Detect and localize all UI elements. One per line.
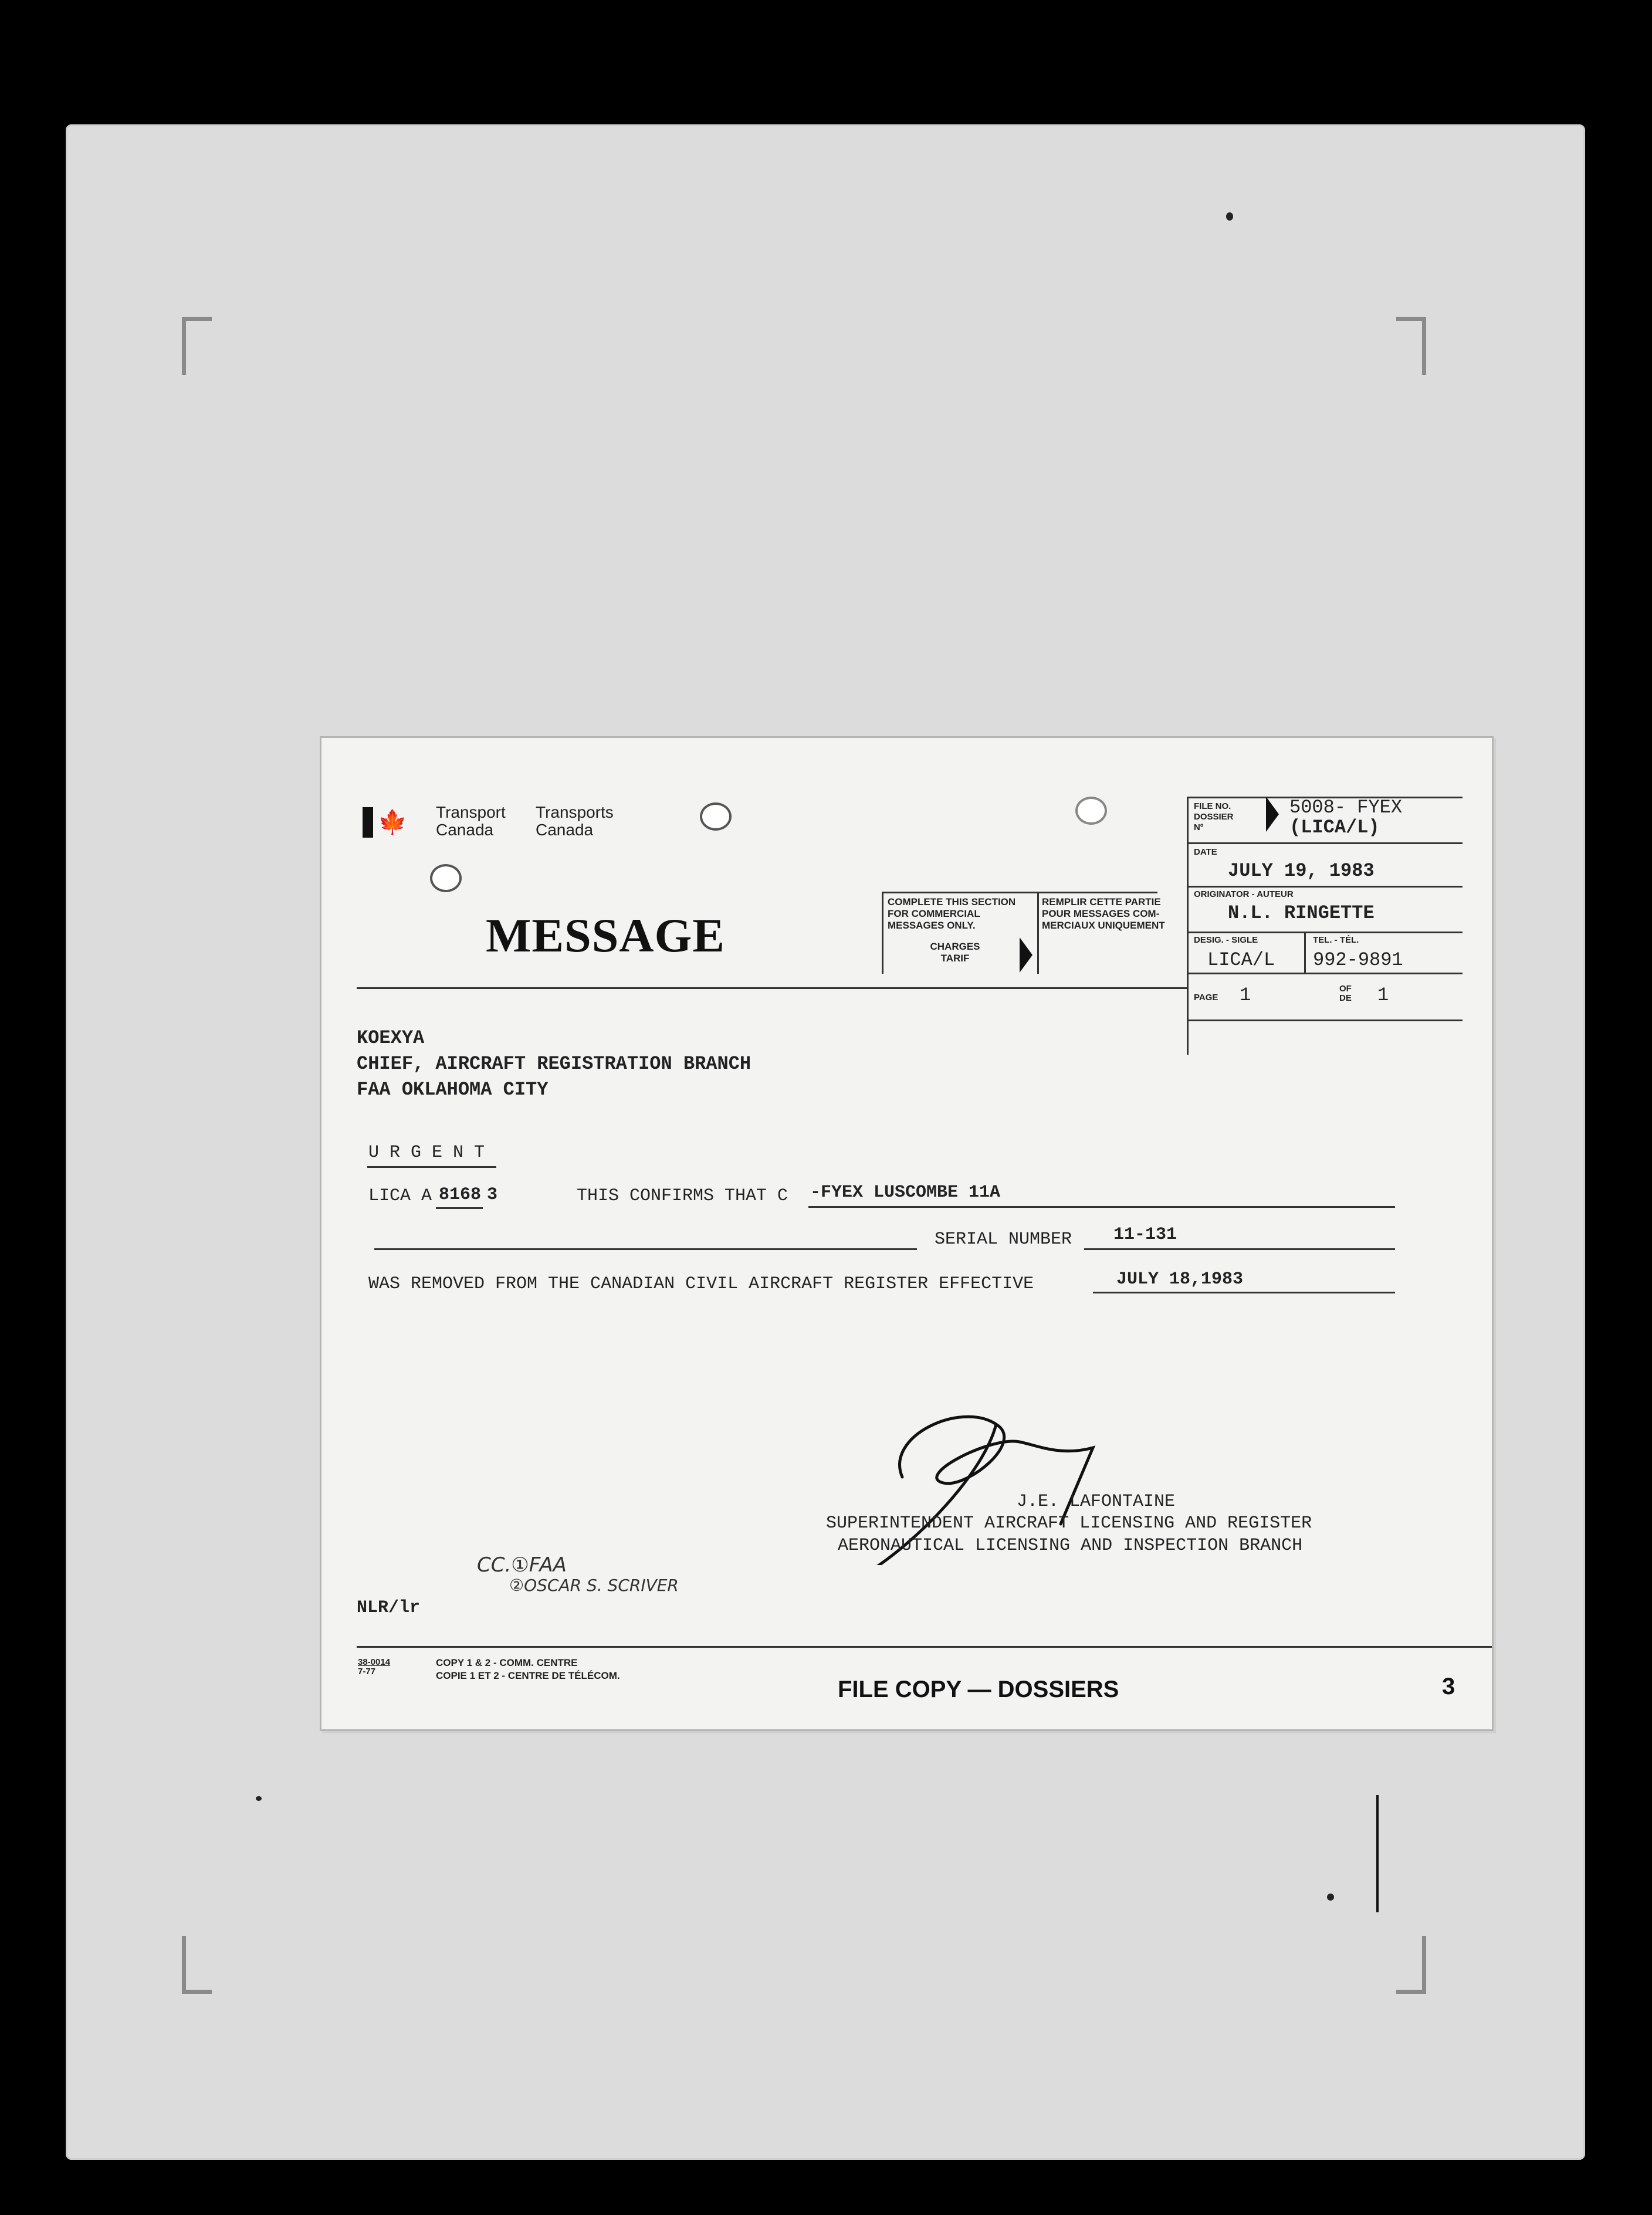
address-block: KOEXYA CHIEF, AIRCRAFT REGISTRATION BRANCH FAA OKLAHOMA CITY [357,1027,751,1100]
tel-value: 992-9891 [1313,949,1403,971]
priority-underline [367,1166,496,1168]
date-value: JULY 19, 1983 [1228,860,1375,882]
blank-underline [374,1248,917,1250]
registration-corner-mark [182,317,212,375]
originator-value: N.L. RINGETTE [1228,902,1375,924]
confirms-text: THIS CONFIRMS THAT C [577,1186,788,1206]
removed-text: WAS REMOVED FROM THE CANADIAN CIVIL AIRCRAFT REGISTER EFFECTIVE [368,1274,1034,1294]
dust-speck [256,1796,262,1801]
ref-suffix: 3 [487,1185,498,1205]
film-scratch-line [1376,1795,1379,1912]
serial-underline [1084,1248,1395,1250]
punch-hole [1075,797,1107,825]
desig-label: DESIG. - SIGLE [1194,935,1258,945]
page-number: 3 [1442,1674,1455,1699]
box-rule [1037,892,1039,974]
footer-rule [357,1646,1492,1648]
typist-initials: NLR/lr [357,1598,421,1618]
registration-value: -FYEX LUSCOMBE 11A [810,1183,1001,1203]
field-rule [1304,932,1306,974]
of-label: OF DE [1339,984,1352,1003]
commercial-note-fr: REMPLIR CETTE PARTIE POUR MESSAGES COM- MERCIAUX UNIQUEMENT [1042,896,1165,931]
of-value: 1 [1377,984,1389,1006]
cc-note-line-1: CC.①FAA [477,1553,567,1577]
cc-note-line-2: ②OSCAR S. SCRIVER [509,1576,679,1595]
priority-label: U R G E N T [368,1143,485,1163]
field-rule [1187,886,1463,888]
field-rule [1187,932,1463,933]
effective-date: JULY 18,1983 [1116,1269,1244,1289]
effective-underline [1093,1292,1395,1293]
tel-label: TEL. - TÉL. [1313,935,1359,945]
field-rule [1187,842,1463,844]
dust-speck [1327,1894,1334,1901]
serial-value: 11-131 [1113,1225,1177,1245]
dust-speck [1226,212,1233,221]
canada-flag-icon: 🍁 [363,807,400,838]
page-label: PAGE [1194,993,1218,1002]
commercial-note-en: COMPLETE THIS SECTION FOR COMMERCIAL MESSAGES ONLY. [888,896,1016,931]
file-no-label: FILE NO. DOSSIER Nº [1194,801,1234,832]
page-value: 1 [1240,984,1251,1006]
dept-name-fr: Transports Canada [536,803,614,839]
file-no-value: 5008- FYEX (LICA/L) [1289,797,1403,838]
pointer-arrow-icon [1020,937,1032,973]
punch-hole [700,802,732,831]
ref-prefix: LICA A [368,1186,432,1206]
registration-corner-mark [1396,1936,1426,1994]
message-form [320,736,1494,1731]
serial-label: SERIAL NUMBER [935,1230,1072,1249]
header-rule [357,987,1187,989]
pointer-arrow-icon [1266,797,1279,832]
date-label: DATE [1194,847,1217,857]
punch-hole [430,864,462,892]
charges-label: CHARGES TARIF [930,941,980,964]
desig-value: LICA/L [1207,949,1275,971]
field-rule [1187,973,1463,974]
signer-title-2: AERONAUTICAL LICENSING AND INSPECTION BRANCH [838,1536,1303,1556]
form-title: MESSAGE [486,909,725,962]
copy-distribution: COPY 1 & 2 - COMM. CENTRE COPIE 1 ET 2 - CENTRE DE TÉLÉCOM. [436,1657,620,1681]
registration-corner-mark [1396,317,1426,375]
ref-underline [436,1207,483,1209]
originator-label: ORIGINATOR - AUTEUR [1194,889,1294,899]
field-rule [1187,797,1189,1055]
signer-title-1: SUPERINTENDENT AIRCRAFT LICENSING AND REGISTER [826,1513,1312,1533]
file-copy-label: FILE COPY — DOSSIERS [838,1677,1119,1702]
ref-number: 8168 [439,1185,482,1205]
box-rule [882,892,1157,893]
field-rule [1187,1020,1463,1021]
registration-corner-mark [182,1936,212,1994]
signer-name: J.E. LAFONTAINE [1017,1492,1176,1512]
box-rule [882,892,883,974]
form-number: 38-0014 7-77 [358,1657,391,1677]
dept-name-en: Transport Canada [436,803,506,839]
registration-underline [808,1206,1395,1208]
